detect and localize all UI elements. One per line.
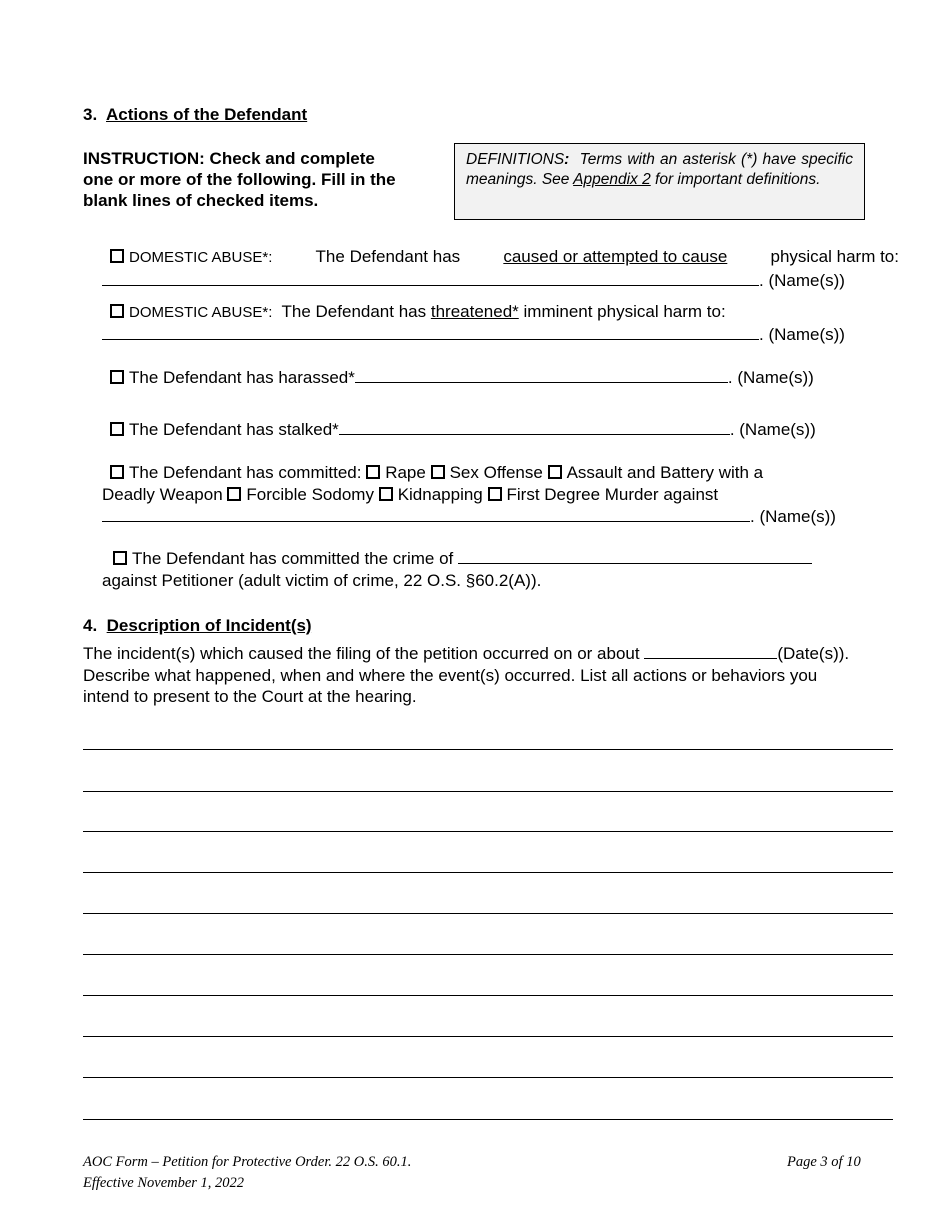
footer-form-name: AOC Form – Petition for Protective Order. 22 O.S. 60.1. [83, 1154, 412, 1170]
incident-text: The incident(s) which caused the filing of the petition occurred on or about [83, 644, 640, 663]
checkbox-forcible-sodomy[interactable] [227, 487, 241, 501]
checkbox-rape[interactable] [366, 465, 380, 479]
option-label: Assault and Battery with a [566, 463, 764, 482]
section-title: Description of Incident(s) [106, 616, 312, 635]
checkbox-first-degree-murder[interactable] [488, 487, 502, 501]
description-line[interactable] [83, 1077, 893, 1078]
description-line[interactable] [83, 995, 893, 996]
item-text: The Defendant has [315, 247, 461, 266]
checkbox-assault-battery[interactable] [548, 465, 562, 479]
description-line[interactable] [83, 749, 893, 750]
name-blank-line[interactable] [339, 420, 730, 435]
definitions-text-end: for important definitions. [655, 171, 821, 188]
checkbox[interactable] [110, 465, 124, 479]
item-underlined-text: caused or attempted to cause [503, 247, 728, 266]
description-line[interactable] [83, 913, 893, 914]
instruction-text [83, 148, 396, 211]
definitions-box [454, 143, 865, 220]
item-underlined-text: threatened* [430, 302, 519, 321]
section-4-heading [83, 616, 312, 636]
item-prefix: DOMESTIC ABUSE*: [129, 304, 273, 321]
item-text: The Defendant has harassed* [129, 368, 355, 387]
date-suffix: (Date(s)). [777, 644, 850, 663]
instruction-line: INSTRUCTION: Check and complete [83, 149, 375, 168]
name-suffix: . (Name(s)) [729, 420, 816, 439]
option-label: Deadly Weapon [102, 485, 223, 504]
item-crime-line2: against Petitioner (adult victim of crime, 22 O.S. §60.2(A)). [102, 571, 542, 590]
instruction-line: blank lines of checked items. [83, 191, 319, 210]
item-crime [113, 549, 812, 569]
item-text: The Defendant has stalked* [129, 420, 339, 439]
item-committed [110, 463, 763, 483]
definitions-label: DEFINITIONS [466, 151, 565, 168]
name-suffix: . (Name(s)) [759, 325, 845, 344]
description-line[interactable] [83, 1119, 893, 1120]
name-blank-line[interactable] [102, 325, 759, 340]
description-line[interactable] [83, 831, 893, 832]
definitions-colon: : [564, 151, 570, 168]
name-line-row [102, 325, 845, 345]
section-title: Actions of the Defendant [106, 105, 308, 124]
date-blank-line[interactable] [644, 644, 777, 659]
incident-date-line [83, 644, 849, 664]
item-committed-line2 [102, 485, 718, 505]
name-line-row [102, 271, 845, 291]
item-stalked [110, 420, 816, 440]
section-number: 3. [83, 105, 98, 124]
item-text: physical harm to: [770, 247, 899, 266]
checkbox[interactable] [110, 249, 124, 263]
checkbox-sex-offense[interactable] [431, 465, 445, 479]
option-label: Kidnapping [397, 485, 483, 504]
checkbox[interactable] [113, 551, 127, 565]
section-number: 4. [83, 616, 98, 635]
name-blank-line[interactable] [355, 368, 728, 383]
incident-instructions-end: intend to present to the Court at the hearing. [83, 687, 417, 706]
footer-effective-date: Effective November 1, 2022 [83, 1175, 245, 1191]
item-domestic-abuse-threat [110, 302, 726, 322]
option-label: Sex Offense [449, 463, 543, 482]
description-line[interactable] [83, 791, 893, 792]
option-label: Forcible Sodomy [246, 485, 374, 504]
definitions-text: Terms with an asterisk (*) have specific meanings. See [466, 151, 853, 188]
item-prefix: DOMESTIC ABUSE*: [129, 249, 273, 266]
crime-blank-line[interactable] [458, 549, 812, 564]
instruction-line: one or more of the following. Fill in the [83, 170, 396, 189]
item-domestic-abuse-harm [110, 247, 899, 267]
description-line[interactable] [83, 872, 893, 873]
item-harassed [110, 368, 814, 388]
checkbox[interactable] [110, 304, 124, 318]
name-suffix: . (Name(s)) [759, 271, 845, 290]
checkbox-kidnapping[interactable] [379, 487, 393, 501]
name-suffix: . (Name(s)) [727, 368, 814, 387]
item-text: imminent physical harm to: [523, 302, 726, 321]
description-line[interactable] [83, 954, 893, 955]
name-blank-line[interactable] [102, 271, 759, 286]
section-3-heading [83, 105, 307, 125]
option-label: Rape [385, 463, 426, 482]
checkbox[interactable] [110, 422, 124, 436]
footer-left [83, 1152, 411, 1194]
name-line-row [102, 507, 836, 527]
item-text: The Defendant has committed the crime of [132, 549, 454, 568]
item-text: The Defendant has committed: [129, 463, 362, 482]
checkbox[interactable] [110, 370, 124, 384]
name-blank-line[interactable] [102, 507, 750, 522]
appendix-link[interactable]: Appendix 2 [573, 171, 651, 188]
incident-instructions: Describe what happened, when and where the event(s) occurred. List all actions or behaviors you [83, 666, 818, 685]
footer-page-number: Page 3 of 10 [787, 1154, 861, 1170]
item-text: The Defendant has [281, 302, 427, 321]
option-label: First Degree Murder against [506, 485, 719, 504]
name-suffix: . (Name(s)) [750, 507, 836, 526]
description-line[interactable] [83, 1036, 893, 1037]
